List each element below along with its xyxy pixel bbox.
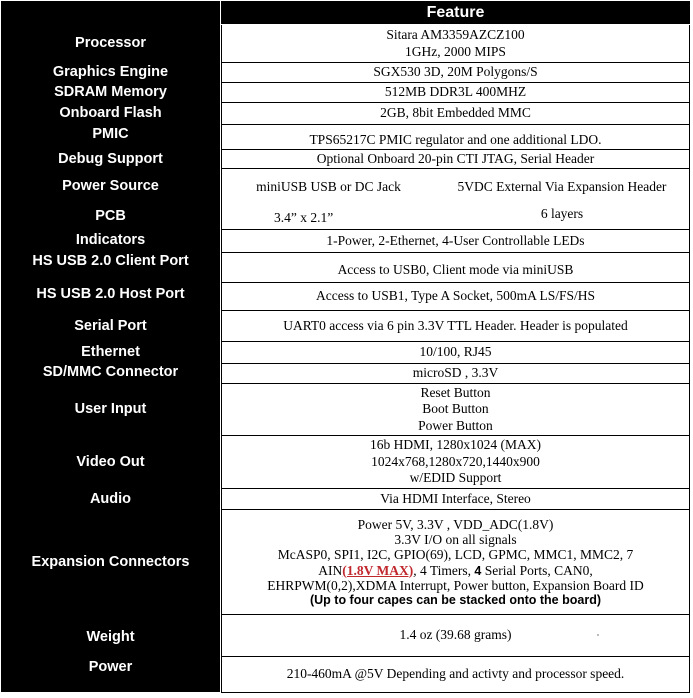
user-input-line-1: Reset Button bbox=[420, 384, 491, 400]
value-indicators: 1-Power, 2-Ethernet, 4-User Controllable LEDs bbox=[221, 230, 690, 253]
processor-line-2: 1GHz, 2000 MIPS bbox=[405, 43, 506, 59]
expansion-line-1: Power 5V, 3.3V , VDD_ADC(1.8V) bbox=[357, 516, 554, 532]
label-expansion: Expansion Connectors bbox=[1, 510, 220, 616]
value-sdram: 512MB DDR3L 400MHZ bbox=[221, 83, 690, 103]
value-processor bbox=[221, 25, 690, 63]
video-line-1: 16b HDMI, 1280x1024 (MAX) bbox=[370, 437, 541, 453]
label-graphics: Graphics Engine bbox=[1, 63, 220, 83]
label-pmic: PMIC bbox=[1, 125, 220, 152]
user-input-line-2: Boot Button bbox=[422, 401, 489, 417]
label-pcb: PCB bbox=[1, 205, 220, 229]
value-power-source-left: miniUSB USB or DC Jack bbox=[221, 169, 436, 206]
processor-line-1: Sitara AM3359AZCZ100 bbox=[386, 27, 525, 43]
label-ethernet: Ethernet bbox=[1, 343, 220, 363]
value-ethernet: 10/100, RJ45 bbox=[221, 342, 690, 364]
value-sdmmc: microSD , 3.3V bbox=[221, 364, 690, 384]
serial-ports-text: Serial Ports, CAN0, bbox=[481, 562, 593, 578]
value-debug: Optional Onboard 20-pin CTI JTAG, Serial Header bbox=[221, 150, 690, 169]
video-line-2: 1024x768,1280x720,1440x900 bbox=[371, 453, 540, 469]
label-user-input: User Input bbox=[1, 384, 220, 436]
label-debug: Debug Support bbox=[1, 150, 220, 169]
label-sdmmc: SD/MMC Connector bbox=[1, 363, 220, 383]
value-video bbox=[221, 436, 690, 489]
label-serial: Serial Port bbox=[1, 313, 220, 341]
value-flash: 2GB, 8bit Embedded MMC bbox=[221, 103, 690, 125]
serial-count: 4 bbox=[474, 563, 482, 578]
video-line-3: w/EDID Support bbox=[409, 470, 502, 486]
ain-text: AIN bbox=[318, 562, 343, 578]
value-pcb-left: 3.4” x 2.1” bbox=[221, 205, 436, 230]
value-pcb-right: 6 layers bbox=[435, 205, 690, 230]
label-indicators: Indicators bbox=[1, 230, 220, 252]
value-usb-client: Access to USB0, Client mode via miniUSB bbox=[221, 253, 690, 283]
label-processor: Processor bbox=[1, 25, 220, 63]
scan-speck bbox=[597, 634, 599, 636]
label-power: Power bbox=[1, 660, 220, 682]
value-audio: Via HDMI Interface, Stereo bbox=[221, 489, 690, 510]
label-usb-host: HS USB 2.0 Host Port bbox=[1, 283, 220, 307]
label-video: Video Out bbox=[1, 436, 220, 489]
user-input-line-3: Power Button bbox=[418, 417, 493, 433]
expansion-line-3: McASP0, SPI1, I2C, GPIO(69), LCD, GPMC, MMC1, MMC2, 7 bbox=[277, 547, 634, 563]
label-power-source: Power Source bbox=[1, 169, 220, 205]
expansion-cape-note: (Up to four capes can be stacked onto the board) bbox=[309, 593, 601, 608]
ain-max-note: (1.8V MAX) bbox=[342, 562, 414, 578]
label-sdram: SDRAM Memory bbox=[1, 83, 220, 103]
expansion-line-5: EHRPWM(0,2),XDMA Interrupt, Power button, Expansion Board ID bbox=[267, 577, 644, 593]
value-weight: 1.4 oz (39.68 grams) bbox=[221, 615, 690, 657]
value-graphics: SGX530 3D, 20M Polygons/S bbox=[221, 63, 690, 83]
value-power: 210-460mA @5V Depending and activty and processor speed. bbox=[221, 657, 690, 693]
expansion-line-4 bbox=[318, 563, 592, 578]
timers-text: , 4 Timers, bbox=[413, 562, 475, 578]
label-flash: Onboard Flash bbox=[1, 103, 220, 125]
value-pmic: TPS65217C PMIC regulator and one additional LDO. bbox=[221, 125, 690, 150]
label-audio: Audio bbox=[1, 489, 220, 510]
value-power-source-right: 5VDC External Via Expansion Header bbox=[435, 169, 690, 206]
value-user-input bbox=[221, 384, 690, 436]
expansion-line-2: 3.3V I/O on all signals bbox=[394, 532, 517, 548]
value-usb-host: Access to USB1, Type A Socket, 500mA LS/FS/HS bbox=[221, 283, 690, 311]
value-expansion bbox=[221, 510, 690, 615]
header-feature: Feature bbox=[221, 1, 690, 24]
label-usb-client: HS USB 2.0 Client Port bbox=[1, 253, 220, 271]
value-serial: UART0 access via 6 pin 3.3V TTL Header. Header is populated bbox=[221, 311, 690, 342]
label-weight: Weight bbox=[1, 616, 220, 660]
